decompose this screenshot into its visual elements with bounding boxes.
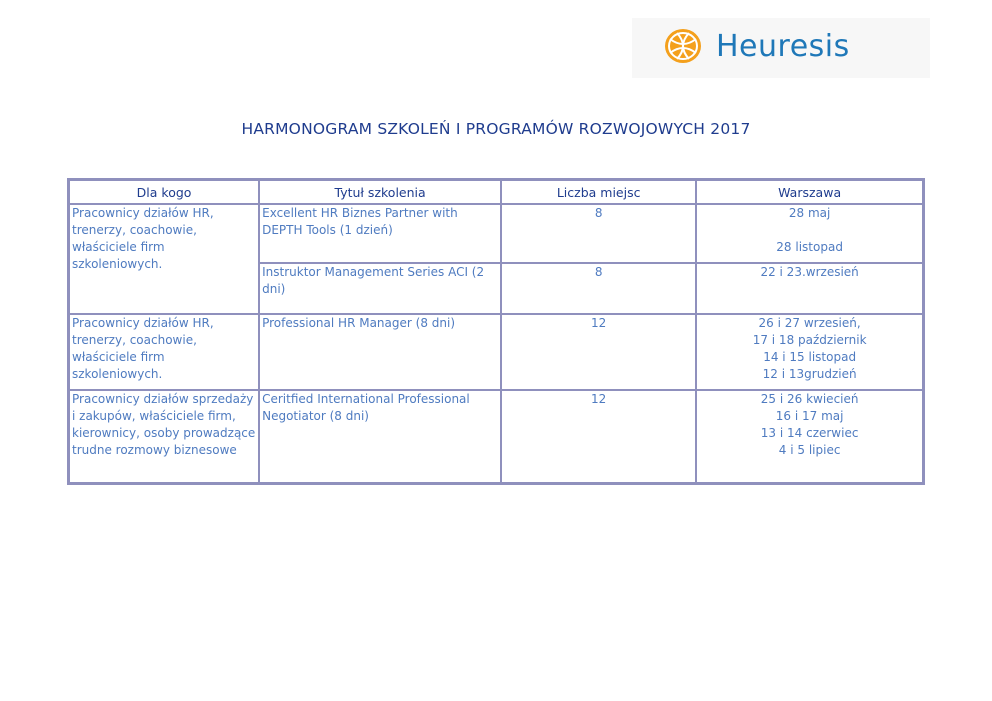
date-line: 22 i 23.wrzesień (760, 265, 859, 279)
training-title-cell: Excellent HR Biznes Partner with DEPTH Tools (1 dzień) (259, 204, 501, 263)
date-line: 14 i 15 listopad (763, 350, 857, 364)
header-city: Warszawa (696, 180, 923, 204)
logo-text: Heuresis (716, 29, 850, 64)
table-row (69, 390, 923, 483)
date-line: 4 i 5 lipiec (778, 443, 841, 457)
date-line: 28 maj (788, 206, 831, 220)
date-line: 12 i 13grudzień (762, 367, 857, 381)
header-title: Tytuł szkolenia (259, 180, 501, 204)
header-who: Dla kogo (69, 180, 259, 204)
audience-cell: Pracownicy działów HR, trenerzy, coachowie, właściciele firm szkoleniowych. (69, 204, 259, 314)
date-spacer (699, 222, 920, 239)
header-count: Liczba miejsc (501, 180, 696, 204)
dates-cell (696, 314, 923, 390)
audience-cell: Pracownicy działów sprzedaży i zakupów, właściciele firm, kierownicy, osoby prowadzące trudne rozmowy biznesowe (69, 390, 259, 483)
seats-cell: 8 (501, 263, 696, 314)
seats-cell: 12 (501, 314, 696, 390)
training-title-cell: Professional HR Manager (8 dni) (259, 314, 501, 390)
document-title: HARMONOGRAM SZKOLEŃ I PROGRAMÓW ROZWOJOWYCH 2017 (241, 120, 751, 138)
date-line: 17 i 18 październik (752, 333, 867, 347)
dates-cell (696, 263, 923, 314)
table-header-row (69, 180, 923, 204)
date-line: 28 listopad (776, 240, 843, 254)
training-title-cell: Ceritfied International Professional Negotiator (8 dni) (259, 390, 501, 483)
date-line: 13 i 14 czerwiec (760, 426, 859, 440)
training-title-cell: Instruktor Management Series ACI (2 dni) (259, 263, 501, 314)
training-schedule-table (67, 178, 925, 485)
table-row (69, 204, 923, 263)
table-row (69, 314, 923, 390)
dates-cell (696, 390, 923, 483)
date-line: 26 i 27 wrzesień, (758, 316, 861, 330)
audience-cell: Pracownicy działów HR, trenerzy, coachowie, właściciele firm szkoleniowych. (69, 314, 259, 390)
date-line: 16 i 17 maj (775, 409, 844, 423)
date-line: 25 i 26 kwiecień (760, 392, 859, 406)
dates-cell (696, 204, 923, 263)
seats-cell: 12 (501, 390, 696, 483)
heuresis-globe-icon (663, 27, 703, 65)
seats-cell: 8 (501, 204, 696, 263)
